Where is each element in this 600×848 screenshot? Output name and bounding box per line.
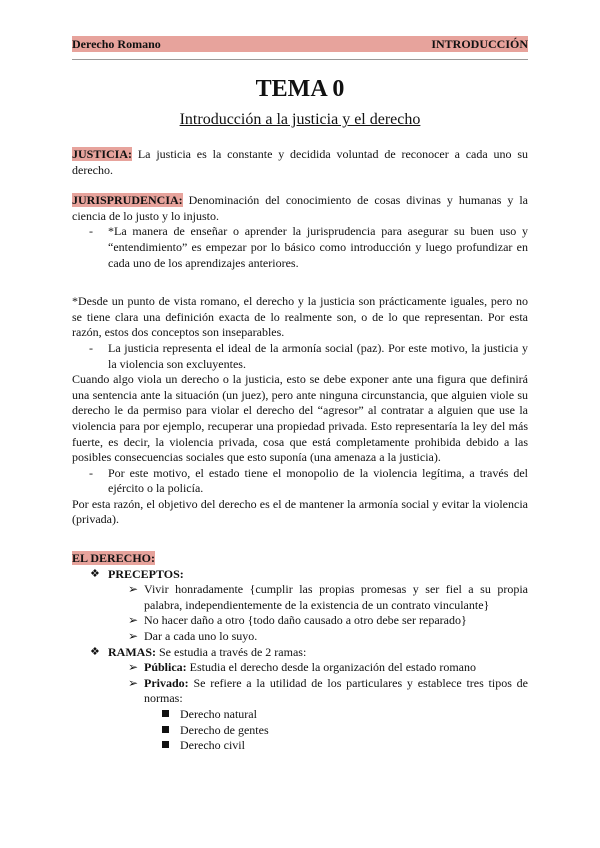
preceptos-label: PRECEPTOS: (108, 566, 184, 581)
dash-marker: - (89, 224, 93, 239)
arrow-bullet-icon: ➢ (128, 613, 139, 628)
justicia-label: JUSTICIA: (72, 147, 133, 161)
precepto-text: No hacer daño a otro {todo daño causado a otro debe ser reparado} (144, 613, 467, 628)
romano-paragraph-2: Cuando algo viola un derecho o la justicia, esto se debe exponer ante una figura que definirá una sentencia ante la situación (un juez), pero ante ninguna circunstancia, que alguien viole su derecho le da permiso para violar el derecho del “agresor” al contratar a alguien que use la violencia para por ejemplo, recuperar una propiedad privada. Esto representaría la ley del más fuerte, es decir, la violencia privada, cosa que está completamente prohibida debido a las posibles consecuencias sociales que esto suponía (una amenaza a la justicia). (72, 372, 528, 465)
norma-text: Derecho de gentes (180, 722, 269, 737)
jurisprudencia-text: Denominación del conocimiento de cosas divinas y humanas y la ciencia de lo justo y lo injusto. (72, 193, 529, 223)
square-bullet-icon (162, 710, 169, 717)
norma-text: Derecho natural (180, 707, 257, 721)
list-item (72, 224, 528, 271)
page-header (72, 36, 528, 52)
list-item (72, 660, 528, 676)
list-item (72, 341, 528, 372)
justicia-text: La justicia es la constante y decidida voluntad de reconocer a cada uno su derecho. (72, 147, 529, 177)
publica-label: Pública: (144, 660, 187, 675)
jurisprudencia-paragraph (72, 193, 528, 224)
precepto-text: Vivir honradamente {cumplir las propias promesas y ser fiel a su propia palabra, independientemente de la existencia de un contrato vinculante} (144, 582, 528, 612)
square-bullet-icon (162, 726, 169, 733)
list-item (72, 629, 528, 645)
ramas-label: RAMAS: (108, 644, 156, 659)
derecho-heading-line (72, 551, 528, 567)
list-item (72, 645, 528, 661)
privado-text: Se refiere a la utilidad de los particulares y establece tres tipos de normas: (144, 675, 528, 706)
arrow-bullet-icon: ➢ (128, 675, 139, 690)
page-subtitle: Introducción a la justicia y el derecho (179, 111, 421, 128)
header-section: INTRODUCCIÓN (431, 37, 528, 51)
header-course: Derecho Romano (72, 37, 161, 51)
arrow-bullet-icon: ➢ (128, 660, 139, 675)
romano-bullet-1: La justicia representa el ideal de la armonía social (paz). Por este motivo, la justicia y la violencia son excluyentes. (108, 340, 528, 371)
romano-paragraph-3: Por esta razón, el objetivo del derecho es el de mantener la armonía social y evitar la violencia (privada). (72, 496, 528, 527)
precepto-text: Dar a cada uno lo suyo. (144, 629, 258, 644)
dash-marker: - (89, 340, 93, 355)
list-item (72, 738, 528, 754)
diamond-bullet-icon: ❖ (90, 567, 100, 580)
norma-text: Derecho civil (180, 738, 245, 753)
publica-text: Estudia el derecho desde la organización del estado romano (189, 660, 477, 675)
arrow-bullet-icon: ➢ (128, 582, 139, 597)
list-item (72, 676, 528, 707)
justicia-paragraph (72, 147, 528, 178)
list-item (72, 567, 528, 583)
list-item (72, 466, 528, 497)
romano-paragraph-1: *Desde un punto de vista romano, el derecho y la justicia son prácticamente iguales, pero no se tiene clara una definición exacta de lo realmente son, o de lo que representan. Por esta razón, estos dos conceptos son inseparables. (72, 294, 528, 340)
list-item (72, 582, 528, 613)
derecho-heading: EL DERECHO: (72, 551, 156, 566)
privado-label: Privado: (144, 675, 189, 690)
dash-marker: - (89, 465, 93, 480)
document-body (72, 147, 528, 754)
header-divider (72, 59, 528, 60)
list-item (72, 707, 528, 723)
square-bullet-icon (162, 741, 169, 748)
ramas-text: Se estudia a través de 2 ramas: (159, 644, 307, 659)
list-item (72, 613, 528, 629)
romano-bullet-2: Por este motivo, el estado tiene el monopolio de la violencia legítima, a través del ejército o la policía. (108, 465, 528, 496)
arrow-bullet-icon: ➢ (128, 629, 139, 644)
page-title: TEMA 0 (255, 76, 345, 102)
diamond-bullet-icon: ❖ (90, 645, 100, 658)
list-item (72, 723, 528, 739)
jurisprudencia-bullet: *La manera de enseñar o aprender la jurisprudencia para asegurar su buen uso y “entendimiento” es empezar por lo básico como introducción y luego profundizar en cada uno de los aprendizajes anteriores. (108, 224, 528, 270)
jurisprudencia-label: JURISPRUDENCIA: (72, 193, 183, 208)
